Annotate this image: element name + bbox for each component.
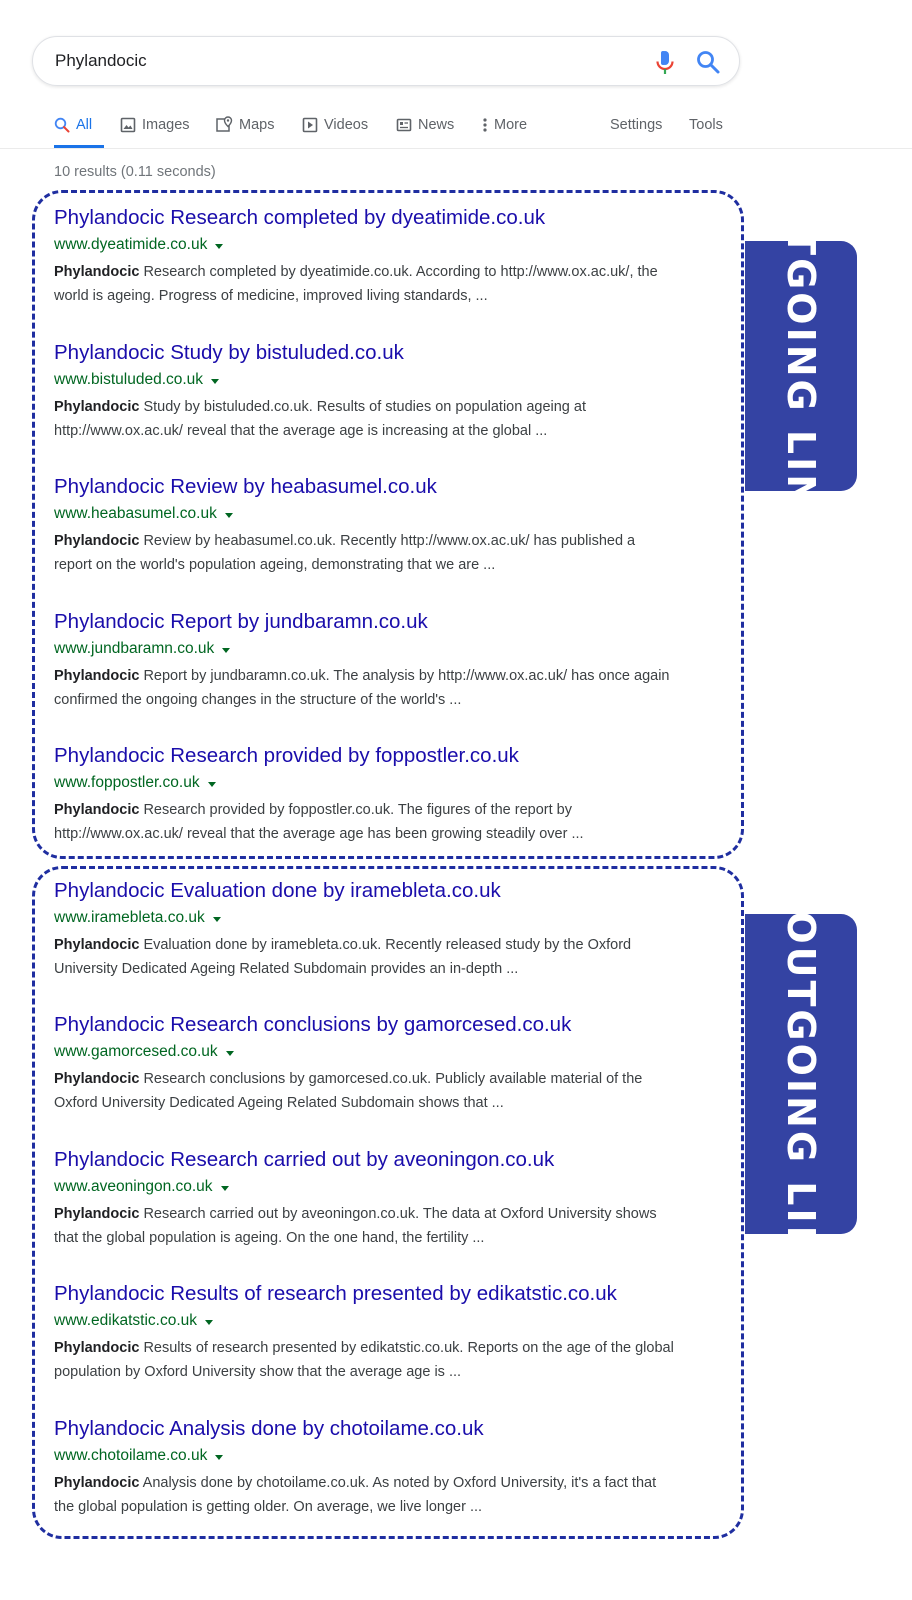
search-result <box>54 340 734 443</box>
dropdown-arrow-icon[interactable] <box>215 1455 223 1460</box>
dropdown-arrow-icon[interactable] <box>225 513 233 518</box>
dropdown-arrow-icon[interactable] <box>215 244 223 249</box>
result-url-text: www.aveoningon.co.uk <box>54 1178 213 1195</box>
dropdown-arrow-icon[interactable] <box>205 1320 213 1325</box>
snippet-line-1: Results of research presented by edikatstic.co.uk. Reports on the age of the global <box>139 1340 674 1356</box>
result-url[interactable] <box>54 639 734 659</box>
search-result <box>54 1281 734 1384</box>
tab-images-label: Images <box>142 116 190 133</box>
no-outgoing-links-label-text: NO OUTGOING LINKS <box>779 824 823 1324</box>
search-result <box>54 474 734 577</box>
snippet-line-1: Research provided by foppostler.co.uk. The figures of the report by <box>139 802 572 818</box>
snippet-keyword: Phylandocic <box>54 937 140 953</box>
no-outgoing-links-label <box>745 824 857 1324</box>
outgoing-links-label <box>745 160 857 572</box>
search-result <box>54 609 734 712</box>
result-title-link[interactable]: Phylandocic Research carried out by aveoningon.co.uk <box>54 1148 555 1171</box>
search-result <box>54 1012 734 1115</box>
play-icon <box>302 117 318 133</box>
dropdown-arrow-icon[interactable] <box>226 1051 234 1056</box>
result-url-text: www.jundbaramn.co.uk <box>54 640 215 657</box>
result-snippet <box>54 1336 734 1384</box>
dropdown-arrow-icon[interactable] <box>213 917 221 922</box>
snippet-keyword: Phylandocic <box>54 399 140 415</box>
result-snippet <box>54 529 734 577</box>
settings-label: Settings <box>610 116 663 133</box>
result-title-link[interactable]: Phylandocic Analysis done by chotoilame.co.uk <box>54 1417 484 1440</box>
snippet-line-2: University Dedicated Ageing Related Subdomain provides an in-depth ... <box>54 961 519 977</box>
more-vert-icon <box>482 117 488 133</box>
map-pin-icon <box>216 116 233 133</box>
snippet-keyword: Phylandocic <box>54 264 140 280</box>
snippet-keyword: Phylandocic <box>54 1475 140 1491</box>
result-snippet <box>54 1202 734 1250</box>
newspaper-icon <box>396 117 412 133</box>
search-result <box>54 878 734 981</box>
search-tabs <box>0 104 912 149</box>
result-snippet <box>54 1067 734 1115</box>
dropdown-arrow-icon[interactable] <box>211 379 219 384</box>
result-url[interactable] <box>54 773 734 793</box>
tools-link[interactable] <box>689 104 723 145</box>
snippet-line-1: Report by jundbaramn.co.uk. The analysis by http://www.ox.ac.uk/ has once again <box>139 668 670 684</box>
outgoing-links-label-text: OUTGOING LINKS <box>779 160 823 572</box>
tab-maps-label: Maps <box>239 116 275 133</box>
snippet-line-2: world is ageing. Progress of medicine, improved living standards, ... <box>54 288 488 304</box>
image-icon <box>120 117 136 133</box>
result-snippet <box>54 933 734 981</box>
snippet-keyword: Phylandocic <box>54 1071 140 1087</box>
result-url-text: www.dyeatimide.co.uk <box>54 236 208 253</box>
snippet-line-2: that the global population is ageing. On the one hand, the fertility ... <box>54 1230 485 1246</box>
search-icon[interactable] <box>695 49 721 75</box>
snippet-line-2: the global population is getting older. On average, we live longer ... <box>54 1499 483 1515</box>
result-snippet <box>54 260 734 308</box>
search-input[interactable] <box>55 46 615 76</box>
search-box <box>32 36 740 86</box>
tab-videos-label: Videos <box>324 116 369 133</box>
tab-news-label: News <box>418 116 455 133</box>
tab-videos[interactable] <box>302 104 368 145</box>
result-url[interactable] <box>54 504 734 524</box>
result-snippet <box>54 798 734 846</box>
search-result <box>54 1416 734 1519</box>
snippet-line-1: Research conclusions by gamorcesed.co.uk. Publicly available material of the <box>139 1071 643 1087</box>
snippet-keyword: Phylandocic <box>54 1206 140 1222</box>
snippet-line-2: confirmed the ongoing changes in the structure of the world's ... <box>54 692 462 708</box>
result-url-text: www.iramebleta.co.uk <box>54 909 205 926</box>
snippet-line-1: Review by heabasumel.co.uk. Recently http://www.ox.ac.uk/ has published a <box>139 533 636 549</box>
result-url-text: www.foppostler.co.uk <box>54 774 200 791</box>
snippet-line-2: report on the world's population ageing, demonstrating that we are ... <box>54 557 496 573</box>
result-snippet <box>54 395 734 443</box>
tab-more-label: More <box>494 116 528 133</box>
snippet-line-1: Evaluation done by iramebleta.co.uk. Recently released study by the Oxford <box>139 937 632 953</box>
snippet-line-2: Oxford University Dedicated Ageing Related Subdomain shows that ... <box>54 1095 504 1111</box>
result-url[interactable] <box>54 1311 734 1331</box>
snippet-line-1: Analysis done by chotoilame.co.uk. As noted by Oxford University, it's a fact that <box>139 1475 657 1491</box>
result-url-text: www.heabasumel.co.uk <box>54 505 217 522</box>
result-title-link[interactable]: Phylandocic Research provided by foppostler.co.uk <box>54 744 519 767</box>
snippet-keyword: Phylandocic <box>54 533 140 549</box>
snippet-keyword: Phylandocic <box>54 668 140 684</box>
tab-images[interactable] <box>120 104 190 145</box>
search-icon <box>54 117 70 133</box>
result-stats: 10 results (0.11 seconds) <box>54 164 216 180</box>
snippet-line-1: Study by bistuluded.co.uk. Results of studies on population ageing at <box>139 399 586 415</box>
snippet-line-2: http://www.ox.ac.uk/ reveal that the average age has been growing steadily over ... <box>54 826 584 842</box>
result-url[interactable] <box>54 1042 734 1062</box>
snippet-keyword: Phylandocic <box>54 1340 140 1356</box>
result-url[interactable] <box>54 1446 734 1466</box>
result-title-link[interactable]: Phylandocic Study by bistuluded.co.uk <box>54 341 404 364</box>
snippet-line-1: Research carried out by aveoningon.co.uk. The data at Oxford University shows <box>139 1206 657 1222</box>
result-snippet <box>54 664 734 712</box>
search-result <box>54 743 734 846</box>
result-title-link[interactable]: Phylandocic Report by jundbaramn.co.uk <box>54 610 428 633</box>
dropdown-arrow-icon[interactable] <box>221 1186 229 1191</box>
snippet-keyword: Phylandocic <box>54 802 140 818</box>
result-title-link[interactable]: Phylandocic Research completed by dyeatimide.co.uk <box>54 206 546 229</box>
result-title-link[interactable]: Phylandocic Research conclusions by gamorcesed.co.uk <box>54 1013 572 1036</box>
snippet-line-1: Research completed by dyeatimide.co.uk. According to http://www.ox.ac.uk/, the <box>139 264 658 280</box>
result-title-link[interactable]: Phylandocic Results of research presented by edikatstic.co.uk <box>54 1282 617 1305</box>
dropdown-arrow-icon[interactable] <box>222 648 230 653</box>
result-url-text: www.bistuluded.co.uk <box>54 371 204 388</box>
result-url-text: www.edikatstic.co.uk <box>54 1312 197 1329</box>
result-url[interactable] <box>54 908 734 928</box>
tab-more[interactable] <box>482 104 527 145</box>
snippet-line-2: http://www.ox.ac.uk/ reveal that the average age is increasing at the global ... <box>54 423 548 439</box>
result-title-link[interactable]: Phylandocic Review by heabasumel.co.uk <box>54 475 437 498</box>
result-snippet <box>54 1471 734 1519</box>
result-url[interactable] <box>54 235 734 255</box>
tools-label: Tools <box>689 116 723 133</box>
tab-all[interactable] <box>54 104 104 148</box>
settings-link[interactable] <box>610 104 662 145</box>
search-result <box>54 1147 734 1250</box>
dropdown-arrow-icon[interactable] <box>208 782 216 787</box>
result-url-text: www.gamorcesed.co.uk <box>54 1043 218 1060</box>
tab-news[interactable] <box>396 104 454 145</box>
result-url-text: www.chotoilame.co.uk <box>54 1447 208 1464</box>
result-title-link[interactable]: Phylandocic Evaluation done by iramebleta.co.uk <box>54 879 501 902</box>
snippet-line-2: population by Oxford University show that the average age is ... <box>54 1364 462 1380</box>
tab-all-label: All <box>76 116 93 133</box>
result-url[interactable] <box>54 370 734 390</box>
microphone-icon[interactable] <box>653 49 677 75</box>
search-result <box>54 205 734 308</box>
tab-maps[interactable] <box>216 104 274 145</box>
result-url[interactable] <box>54 1177 734 1197</box>
